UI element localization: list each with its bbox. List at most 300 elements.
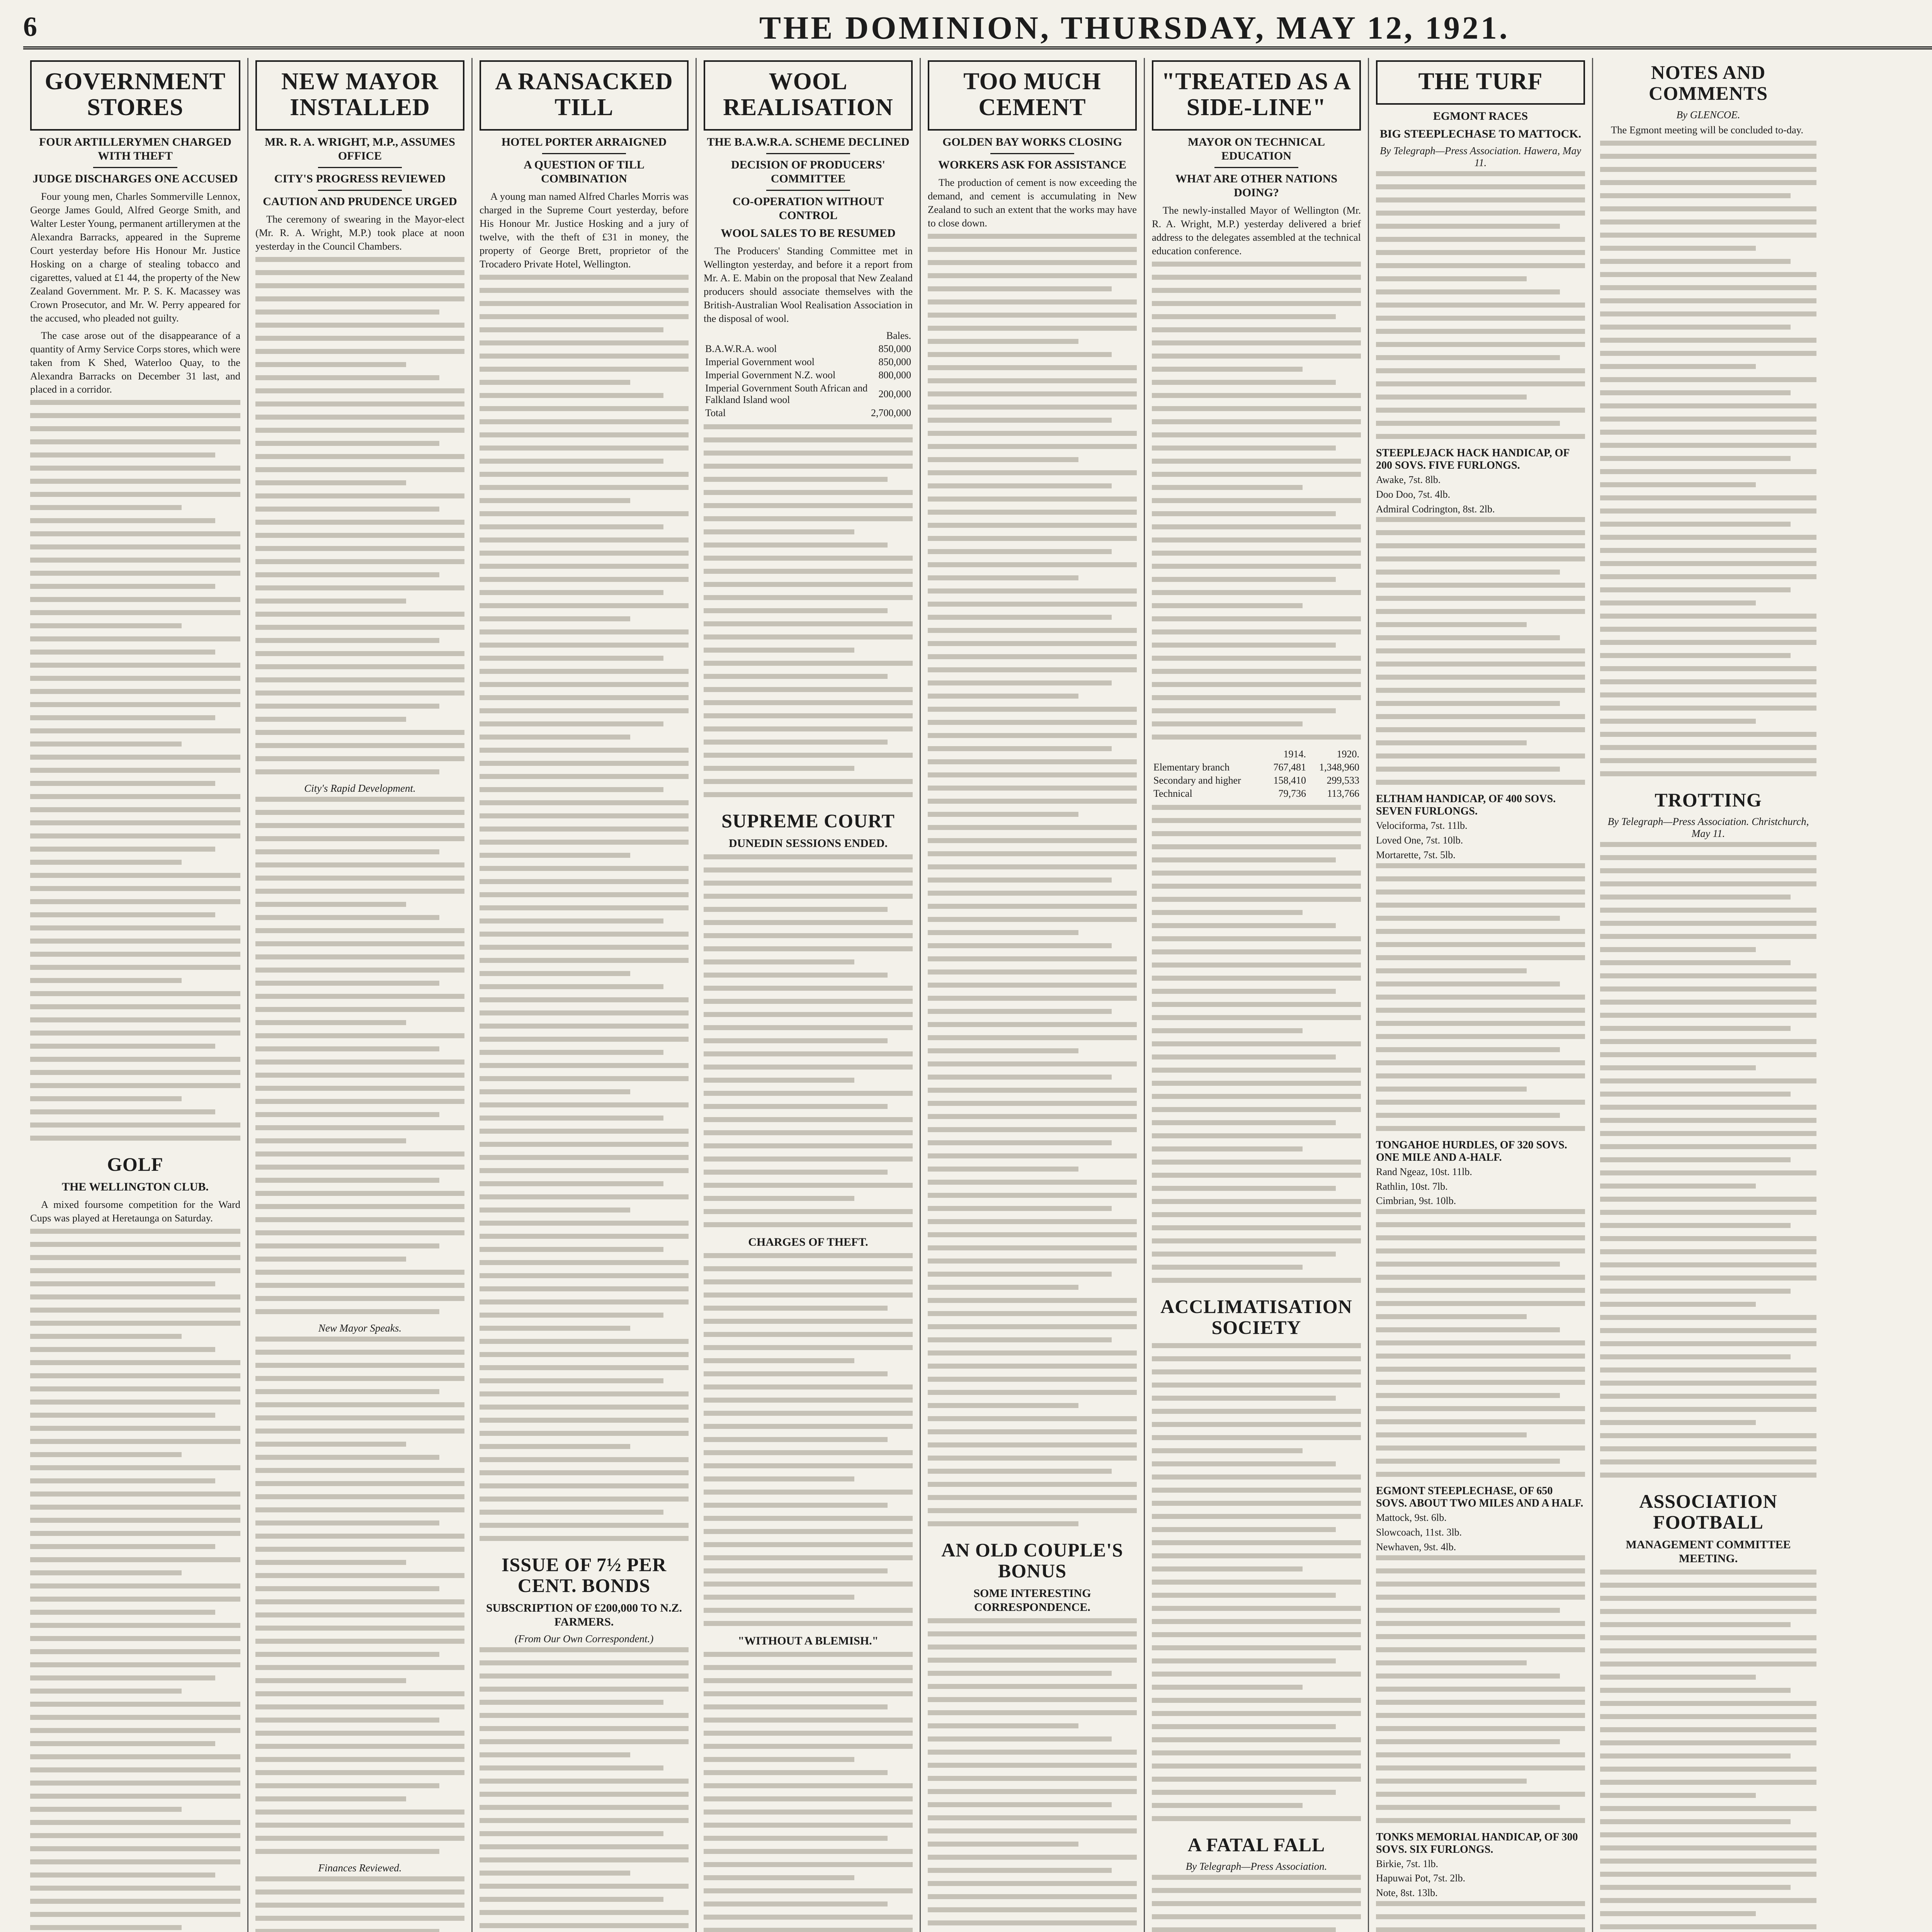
- text-line: [255, 1796, 406, 1801]
- text-line: [255, 1916, 464, 1921]
- text-line: [928, 1802, 1112, 1807]
- text-line: [1600, 377, 1816, 382]
- text-line: [255, 1415, 464, 1420]
- text-line: [928, 641, 1137, 646]
- text-line: [30, 1268, 240, 1273]
- text-line: [30, 610, 240, 615]
- text-line: [704, 1608, 913, 1613]
- text-line: [1376, 1248, 1585, 1253]
- text-block: [255, 1337, 464, 1854]
- headline: TROTTING: [1655, 789, 1762, 811]
- text-line: [480, 787, 663, 792]
- text-line: [928, 1416, 1137, 1421]
- text-block: [30, 400, 240, 1141]
- article-acclimatisation: [1152, 1296, 1361, 1821]
- text-line: [928, 405, 1137, 410]
- text-line: [30, 1004, 240, 1009]
- subheadline: EGMONT RACES: [1433, 109, 1528, 122]
- text-line: [1376, 1927, 1585, 1932]
- headline: TOO MUCH CEMENT: [963, 68, 1101, 121]
- text-line: [1600, 934, 1816, 939]
- text-line: [1152, 340, 1361, 345]
- text-line: [255, 1151, 464, 1156]
- text-line: [1152, 406, 1361, 411]
- text-line: [30, 1886, 240, 1891]
- subheadline: CITY'S PROGRESS REVIEWED: [274, 172, 446, 185]
- text-line: [928, 799, 1137, 804]
- text-line: [30, 400, 240, 405]
- text-line: [255, 1217, 464, 1222]
- text-line: [1376, 1314, 1527, 1319]
- divider: [318, 167, 401, 168]
- text-line: [255, 1468, 464, 1473]
- text-line: [704, 1156, 913, 1162]
- text-line: [30, 1242, 240, 1247]
- text-line: [928, 786, 1137, 791]
- text-line: [704, 1222, 913, 1227]
- text-line: [704, 1678, 913, 1683]
- text-line: [1600, 1236, 1816, 1241]
- text-line: [1152, 884, 1361, 889]
- headline-box: [928, 60, 1137, 131]
- text-block: [1376, 517, 1585, 785]
- text-line: [1376, 1340, 1585, 1345]
- text-line: [1376, 329, 1585, 334]
- subheadline: GOLDEN BAY WORKS CLOSING: [942, 135, 1122, 148]
- text-line: [928, 260, 1137, 265]
- text-line: [1152, 1790, 1336, 1795]
- text-line: [255, 454, 464, 459]
- text-line: [480, 1391, 689, 1396]
- text-line: [480, 1457, 689, 1462]
- text-line: [1376, 1235, 1585, 1240]
- text-line: [928, 1009, 1112, 1014]
- text-line: [1376, 1275, 1585, 1280]
- text-line: [480, 1234, 689, 1239]
- text-line: [1376, 1301, 1585, 1306]
- table-cell: 113,766: [1327, 787, 1359, 799]
- text-line: [1600, 338, 1816, 343]
- text-line: [704, 608, 888, 613]
- text-line: [1600, 495, 1816, 500]
- text-line: [30, 1583, 240, 1588]
- text-line: [1152, 1002, 1361, 1007]
- text-line: [1600, 1459, 1816, 1464]
- text-line: [704, 1796, 913, 1801]
- text-line: [255, 1903, 464, 1908]
- table-header-row: [1152, 748, 1361, 761]
- text-line: [480, 827, 689, 832]
- text-line: [704, 1012, 913, 1017]
- text-line: [255, 1691, 464, 1696]
- text-line: [704, 1025, 913, 1030]
- text-line: [704, 766, 854, 771]
- text-line: [928, 1390, 1137, 1395]
- text-line: [255, 480, 406, 485]
- text-line: [30, 1096, 182, 1101]
- text-line: [1376, 863, 1585, 868]
- text-line: [704, 1398, 913, 1403]
- text-line: [928, 247, 1137, 252]
- text-line: [480, 367, 689, 372]
- headline-box: [255, 60, 464, 131]
- text-line: [704, 1783, 913, 1788]
- text-line: [30, 1518, 240, 1523]
- text-line: [480, 800, 689, 805]
- text-line: [1376, 727, 1585, 732]
- text-line: [1152, 1777, 1361, 1782]
- text-block: [30, 1229, 240, 1932]
- text-line: [30, 1531, 240, 1536]
- text-line: [1152, 1028, 1303, 1033]
- text-line: [1600, 732, 1816, 737]
- article-supreme-court: [704, 810, 913, 1932]
- text-line: [1376, 1752, 1585, 1757]
- text-line: [928, 1684, 1137, 1689]
- text-block: [1376, 1901, 1585, 1932]
- table-cell: 850,000: [878, 356, 911, 367]
- race-second: Doo Doo, 7st. 4lb.: [1376, 488, 1451, 500]
- text-line: [255, 836, 464, 841]
- text-line: [1152, 1803, 1303, 1808]
- text-line: [1600, 219, 1816, 224]
- text-line: [1600, 973, 1816, 978]
- expenditure-table: [1152, 748, 1361, 800]
- text-line: [1152, 721, 1303, 726]
- text-line: [480, 682, 689, 687]
- text-line: [1152, 1120, 1336, 1125]
- text-line: [480, 406, 689, 411]
- text-line: [480, 564, 689, 569]
- text-line: [1600, 921, 1816, 926]
- text-line: [928, 391, 1137, 396]
- text-line: [928, 1920, 1137, 1925]
- text-line: [704, 1503, 888, 1508]
- text-line: [255, 493, 464, 498]
- subheadline: DECISION OF PRODUCERS' COMMITTEE: [731, 158, 885, 185]
- text-line: [928, 1750, 1137, 1755]
- article-the-turf: [1376, 60, 1585, 1932]
- text-line: [480, 1713, 689, 1718]
- text-line: [30, 1229, 240, 1234]
- text-line: [1600, 1859, 1816, 1864]
- text-line: [480, 1884, 689, 1889]
- table-header: 1914.: [1283, 748, 1306, 760]
- text-line: [1152, 1685, 1303, 1690]
- text-line: [704, 595, 913, 600]
- text-line: [30, 1899, 240, 1904]
- text-line: [1600, 141, 1816, 146]
- text-line: [480, 1313, 663, 1318]
- text-line: [480, 1418, 689, 1423]
- text-line: [30, 1807, 182, 1812]
- text-line: [928, 864, 1137, 869]
- text-line: [928, 1232, 1137, 1237]
- text-line: [1600, 233, 1816, 238]
- headline: ASSOCIATION FOOTBALL: [1639, 1490, 1777, 1533]
- table-row: [704, 369, 913, 382]
- column-2: [247, 58, 471, 1932]
- text-line: [1152, 963, 1361, 968]
- text-line: [1376, 1327, 1560, 1332]
- text-line: [1152, 1645, 1361, 1650]
- text-line: [928, 1495, 1137, 1500]
- text-line: [30, 1859, 240, 1864]
- text-line: [1152, 1068, 1361, 1073]
- text-line: [255, 1309, 439, 1314]
- text-line: [30, 939, 240, 944]
- text-line: [1152, 1107, 1361, 1112]
- text-line: [1376, 250, 1585, 255]
- text-line: [704, 1358, 854, 1363]
- text-line: [704, 1371, 888, 1376]
- table-cell: 767,481: [1273, 761, 1306, 773]
- subheadline: JUDGE DISCHARGES ONE ACCUSED: [32, 172, 238, 185]
- text-line: [480, 1752, 630, 1757]
- text-line: [30, 1702, 240, 1707]
- text-line: [928, 1815, 1137, 1820]
- text-line: [928, 680, 1112, 685]
- page-number: 6: [23, 11, 37, 42]
- text-line: [30, 1728, 240, 1733]
- text-line: [1600, 614, 1816, 619]
- text-line: [1152, 1238, 1361, 1243]
- text-line: [1376, 1432, 1527, 1437]
- text-line: [704, 621, 913, 626]
- text-line: [1600, 1911, 1756, 1916]
- text-line: [928, 615, 1112, 620]
- text-line: [480, 1779, 689, 1784]
- text-line: [1600, 180, 1816, 185]
- text-line: [255, 664, 464, 669]
- text-block: [704, 1253, 913, 1626]
- text-line: [480, 1063, 689, 1068]
- text-line: [480, 1818, 689, 1823]
- text-line: [704, 740, 888, 745]
- text-line: [704, 1529, 913, 1534]
- text-line: [704, 1915, 913, 1920]
- text-line: [480, 327, 663, 332]
- text-line: [928, 1285, 1078, 1290]
- headline: NOTES AND COMMENTS: [1649, 61, 1768, 104]
- column-5: [920, 58, 1144, 1932]
- text-line: [928, 1259, 1137, 1264]
- race-title: EGMONT STEEPLECHASE, OF 650 SOVS. ABOUT TWO MILES AND A HALF.: [1376, 1485, 1583, 1510]
- text-line: [1376, 1021, 1585, 1026]
- text-line: [480, 1286, 689, 1291]
- text-line: [30, 1017, 240, 1022]
- text-line: [255, 625, 464, 630]
- text-line: [255, 388, 464, 393]
- text-line: [1152, 871, 1361, 876]
- text-line: [255, 862, 464, 867]
- text-line: [480, 616, 630, 621]
- table-cell: Imperial Government N.Z. wool: [705, 369, 836, 381]
- text-line: [1600, 1872, 1816, 1877]
- text-line: [1376, 1792, 1585, 1797]
- text-line: [1600, 298, 1816, 303]
- text-line: [1600, 1806, 1816, 1811]
- text-line: [1376, 981, 1560, 986]
- text-line: [928, 365, 1137, 370]
- text-line: [255, 810, 464, 815]
- text-block: [1152, 1875, 1361, 1932]
- text-line: [704, 1595, 854, 1600]
- text-line: [480, 1155, 689, 1160]
- subheadline: THE B.A.W.R.A. SCHEME DECLINED: [707, 135, 910, 148]
- text-line: [928, 497, 1137, 502]
- text-line: [704, 907, 888, 912]
- text-line: [928, 602, 1137, 607]
- table-header: Bales.: [886, 330, 911, 341]
- text-line: [1376, 316, 1585, 321]
- text-line: [255, 1125, 464, 1130]
- text-line: [255, 1823, 464, 1828]
- text-line: [255, 1678, 406, 1683]
- text-line: [704, 1810, 913, 1815]
- text-line: [30, 1122, 240, 1128]
- text-line: [1152, 1015, 1361, 1020]
- text-line: [1152, 1737, 1361, 1742]
- text-block: [480, 275, 689, 1541]
- dateline: By Telegraph—Press Association. Hawera, May 11.: [1380, 145, 1581, 168]
- race-title: TONKS MEMORIAL HANDICAP, OF 300 SOVS. SIX FURLONGS.: [1376, 1831, 1578, 1855]
- text-line: [928, 1061, 1137, 1066]
- table-cell: 2,700,000: [871, 407, 911, 418]
- text-line: [1600, 1223, 1791, 1228]
- text-line: [1376, 916, 1560, 921]
- text-line: [255, 1889, 464, 1895]
- text-line: [255, 902, 406, 907]
- text-line: [1376, 753, 1585, 759]
- text-line: [928, 904, 1137, 909]
- text-line: [1152, 1081, 1361, 1086]
- text-line: [704, 867, 913, 872]
- text-line: [928, 549, 1112, 554]
- text-line: [704, 1104, 888, 1109]
- text-line: [1600, 325, 1791, 330]
- text-block: [255, 1876, 464, 1932]
- text-line: [1600, 640, 1816, 645]
- text-line: [480, 721, 663, 726]
- text-line: [704, 1476, 854, 1481]
- text-line: [1376, 1100, 1585, 1105]
- text-line: [1376, 1073, 1585, 1078]
- text-line: [255, 1783, 439, 1788]
- text-line: [480, 1339, 689, 1344]
- text-line: [1376, 1047, 1560, 1052]
- table-row: [1152, 774, 1361, 787]
- text-line: [1152, 1619, 1361, 1624]
- text-line: [1600, 1262, 1816, 1267]
- text-line: [1376, 171, 1585, 176]
- text-line: [480, 1831, 663, 1836]
- text-line: [480, 1076, 689, 1081]
- text-line: [928, 1868, 1112, 1873]
- headline: GOLF: [107, 1153, 163, 1175]
- text-line: [30, 873, 240, 878]
- text-line: [480, 1700, 663, 1705]
- article-notes-and-comments: [1600, 62, 1816, 776]
- text-line: [480, 932, 689, 937]
- table-cell: 79,736: [1278, 787, 1306, 799]
- text-line: [1152, 314, 1336, 319]
- text-line: [1152, 1199, 1361, 1204]
- text-line: [1376, 1726, 1585, 1731]
- text-line: [928, 917, 1137, 922]
- text-line: [255, 769, 439, 774]
- text-line: [704, 1279, 913, 1284]
- text-line: [255, 1639, 464, 1644]
- text-line: [1376, 1595, 1585, 1600]
- headline: THE TURF: [1418, 68, 1543, 95]
- race-first: Birkie, 7st. 1lb.: [1376, 1858, 1439, 1869]
- text-line: [255, 994, 464, 999]
- text-line: [30, 1031, 240, 1036]
- text-line: [480, 1116, 663, 1121]
- text-line: [928, 1167, 1078, 1172]
- text-line: [1600, 482, 1756, 487]
- text-line: [1600, 947, 1756, 952]
- text-line: [704, 1542, 913, 1547]
- text-line: [1376, 1805, 1560, 1810]
- text-line: [1152, 1632, 1361, 1637]
- text-line: [704, 1117, 913, 1122]
- text-line: [1600, 1714, 1816, 1719]
- text-line: [1376, 1367, 1585, 1372]
- text-line: [480, 590, 663, 595]
- text-line: [1600, 1039, 1816, 1044]
- text-line: [704, 1621, 913, 1626]
- text-line: [1376, 903, 1585, 908]
- text-line: [704, 1091, 913, 1096]
- text-line: [704, 1306, 888, 1311]
- text-line: [1600, 1276, 1816, 1281]
- text-line: [1152, 1672, 1361, 1677]
- text-line: [255, 1718, 439, 1723]
- text-line: [928, 667, 1137, 672]
- text-line: [704, 986, 913, 991]
- text-line: [704, 1253, 913, 1258]
- text-block: [1152, 262, 1361, 740]
- text-block: [1376, 1555, 1585, 1823]
- text-line: [928, 575, 1078, 580]
- text-line: [480, 1181, 663, 1186]
- text-block: [704, 424, 913, 797]
- text-line: [480, 537, 689, 543]
- text-line: [1376, 1406, 1585, 1411]
- text-line: [480, 577, 689, 582]
- race-third: Newhaven, 9st. 4lb.: [1376, 1541, 1456, 1553]
- text-line: [1600, 311, 1816, 316]
- text-line: [255, 585, 464, 590]
- text-line: [704, 1345, 913, 1350]
- text-line: [1600, 574, 1816, 579]
- text-line: [480, 1352, 689, 1357]
- text-line: [1600, 1701, 1816, 1706]
- text-line: [30, 912, 215, 917]
- text-line: [480, 1923, 689, 1928]
- article-bonds: [480, 1554, 689, 1932]
- text-line: [1152, 1094, 1361, 1099]
- text-line: [255, 1033, 464, 1038]
- race-second: Loved One, 7st. 10lb.: [1376, 835, 1463, 846]
- text-line: [1152, 472, 1361, 477]
- newspaper-title: THE DOMINION, THURSDAY, MAY 12, 1921.: [759, 10, 1510, 46]
- text-line: [30, 925, 240, 930]
- subheadline: THE WELLINGTON CLUB.: [62, 1180, 209, 1194]
- text-line: [704, 959, 854, 964]
